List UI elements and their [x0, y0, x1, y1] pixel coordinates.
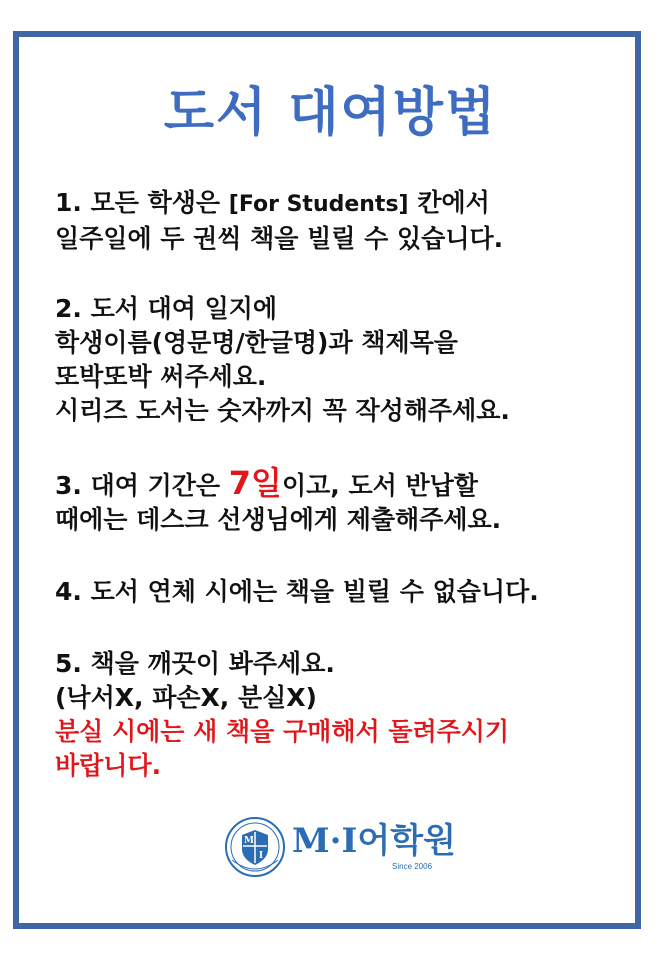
emblem-letter-i: I: [258, 851, 264, 861]
rule-3-text-c: 이고, 도서 반납할: [281, 471, 478, 500]
rule-2: [55, 292, 635, 428]
rule-3-text-a: 3. 대여 기간은: [55, 471, 229, 500]
rule-3-line-2: 때에는 데스크 선생님에게 제출해주세요.: [55, 505, 502, 534]
rule-5-line-1: 5. 책을 깨끗이 봐주세요.: [55, 649, 335, 678]
rule-1-text-a: 1. 모든 학생은: [55, 188, 229, 217]
rule-2-line-2: 학생이름(영문명/한글명)과 책제목을: [55, 328, 458, 357]
academy-logo: [224, 816, 456, 878]
rule-5: [55, 647, 635, 783]
shield-emblem-icon: [224, 816, 286, 878]
rule-1-line-1: [55, 186, 635, 222]
logo-wordmark: M·I어학원: [292, 821, 456, 861]
page-title: 도서 대여방법: [163, 83, 498, 143]
rule-3-line-1: [55, 466, 635, 503]
rule-2-line-1: 2. 도서 대여 일지에: [55, 294, 278, 323]
emblem-letter-m: M: [244, 836, 254, 846]
rule-2-line-3: 또박또박 써주세요.: [55, 362, 267, 391]
rule-4: [55, 575, 635, 609]
rule-1-line-2: 일주일에 두 권씩 책을 빌릴 수 있습니다.: [55, 224, 504, 253]
logo-since: Since 2006: [392, 862, 433, 871]
rule-1-text-c: 칸에서: [408, 188, 490, 217]
rule-3: [55, 466, 635, 537]
rule-2-line-4: 시리즈 도서는 숫자까지 꼭 작성해주세요.: [55, 396, 510, 425]
rule-5-warning-line-1: 분실 시에는 새 책을 구매해서 돌려주시기: [55, 717, 510, 746]
rules-list: [55, 186, 635, 783]
rule-3-period-highlight: 7일: [228, 464, 282, 502]
rule-1-for-students: [For Students]: [228, 192, 409, 217]
rule-4-line-1: 4. 도서 연체 시에는 책을 빌릴 수 없습니다.: [55, 577, 539, 606]
rule-5-warning-line-2: 바랍니다.: [55, 751, 162, 780]
rule-5-line-2: (낙서X, 파손X, 분실X): [55, 683, 317, 712]
rule-1: [55, 186, 635, 256]
